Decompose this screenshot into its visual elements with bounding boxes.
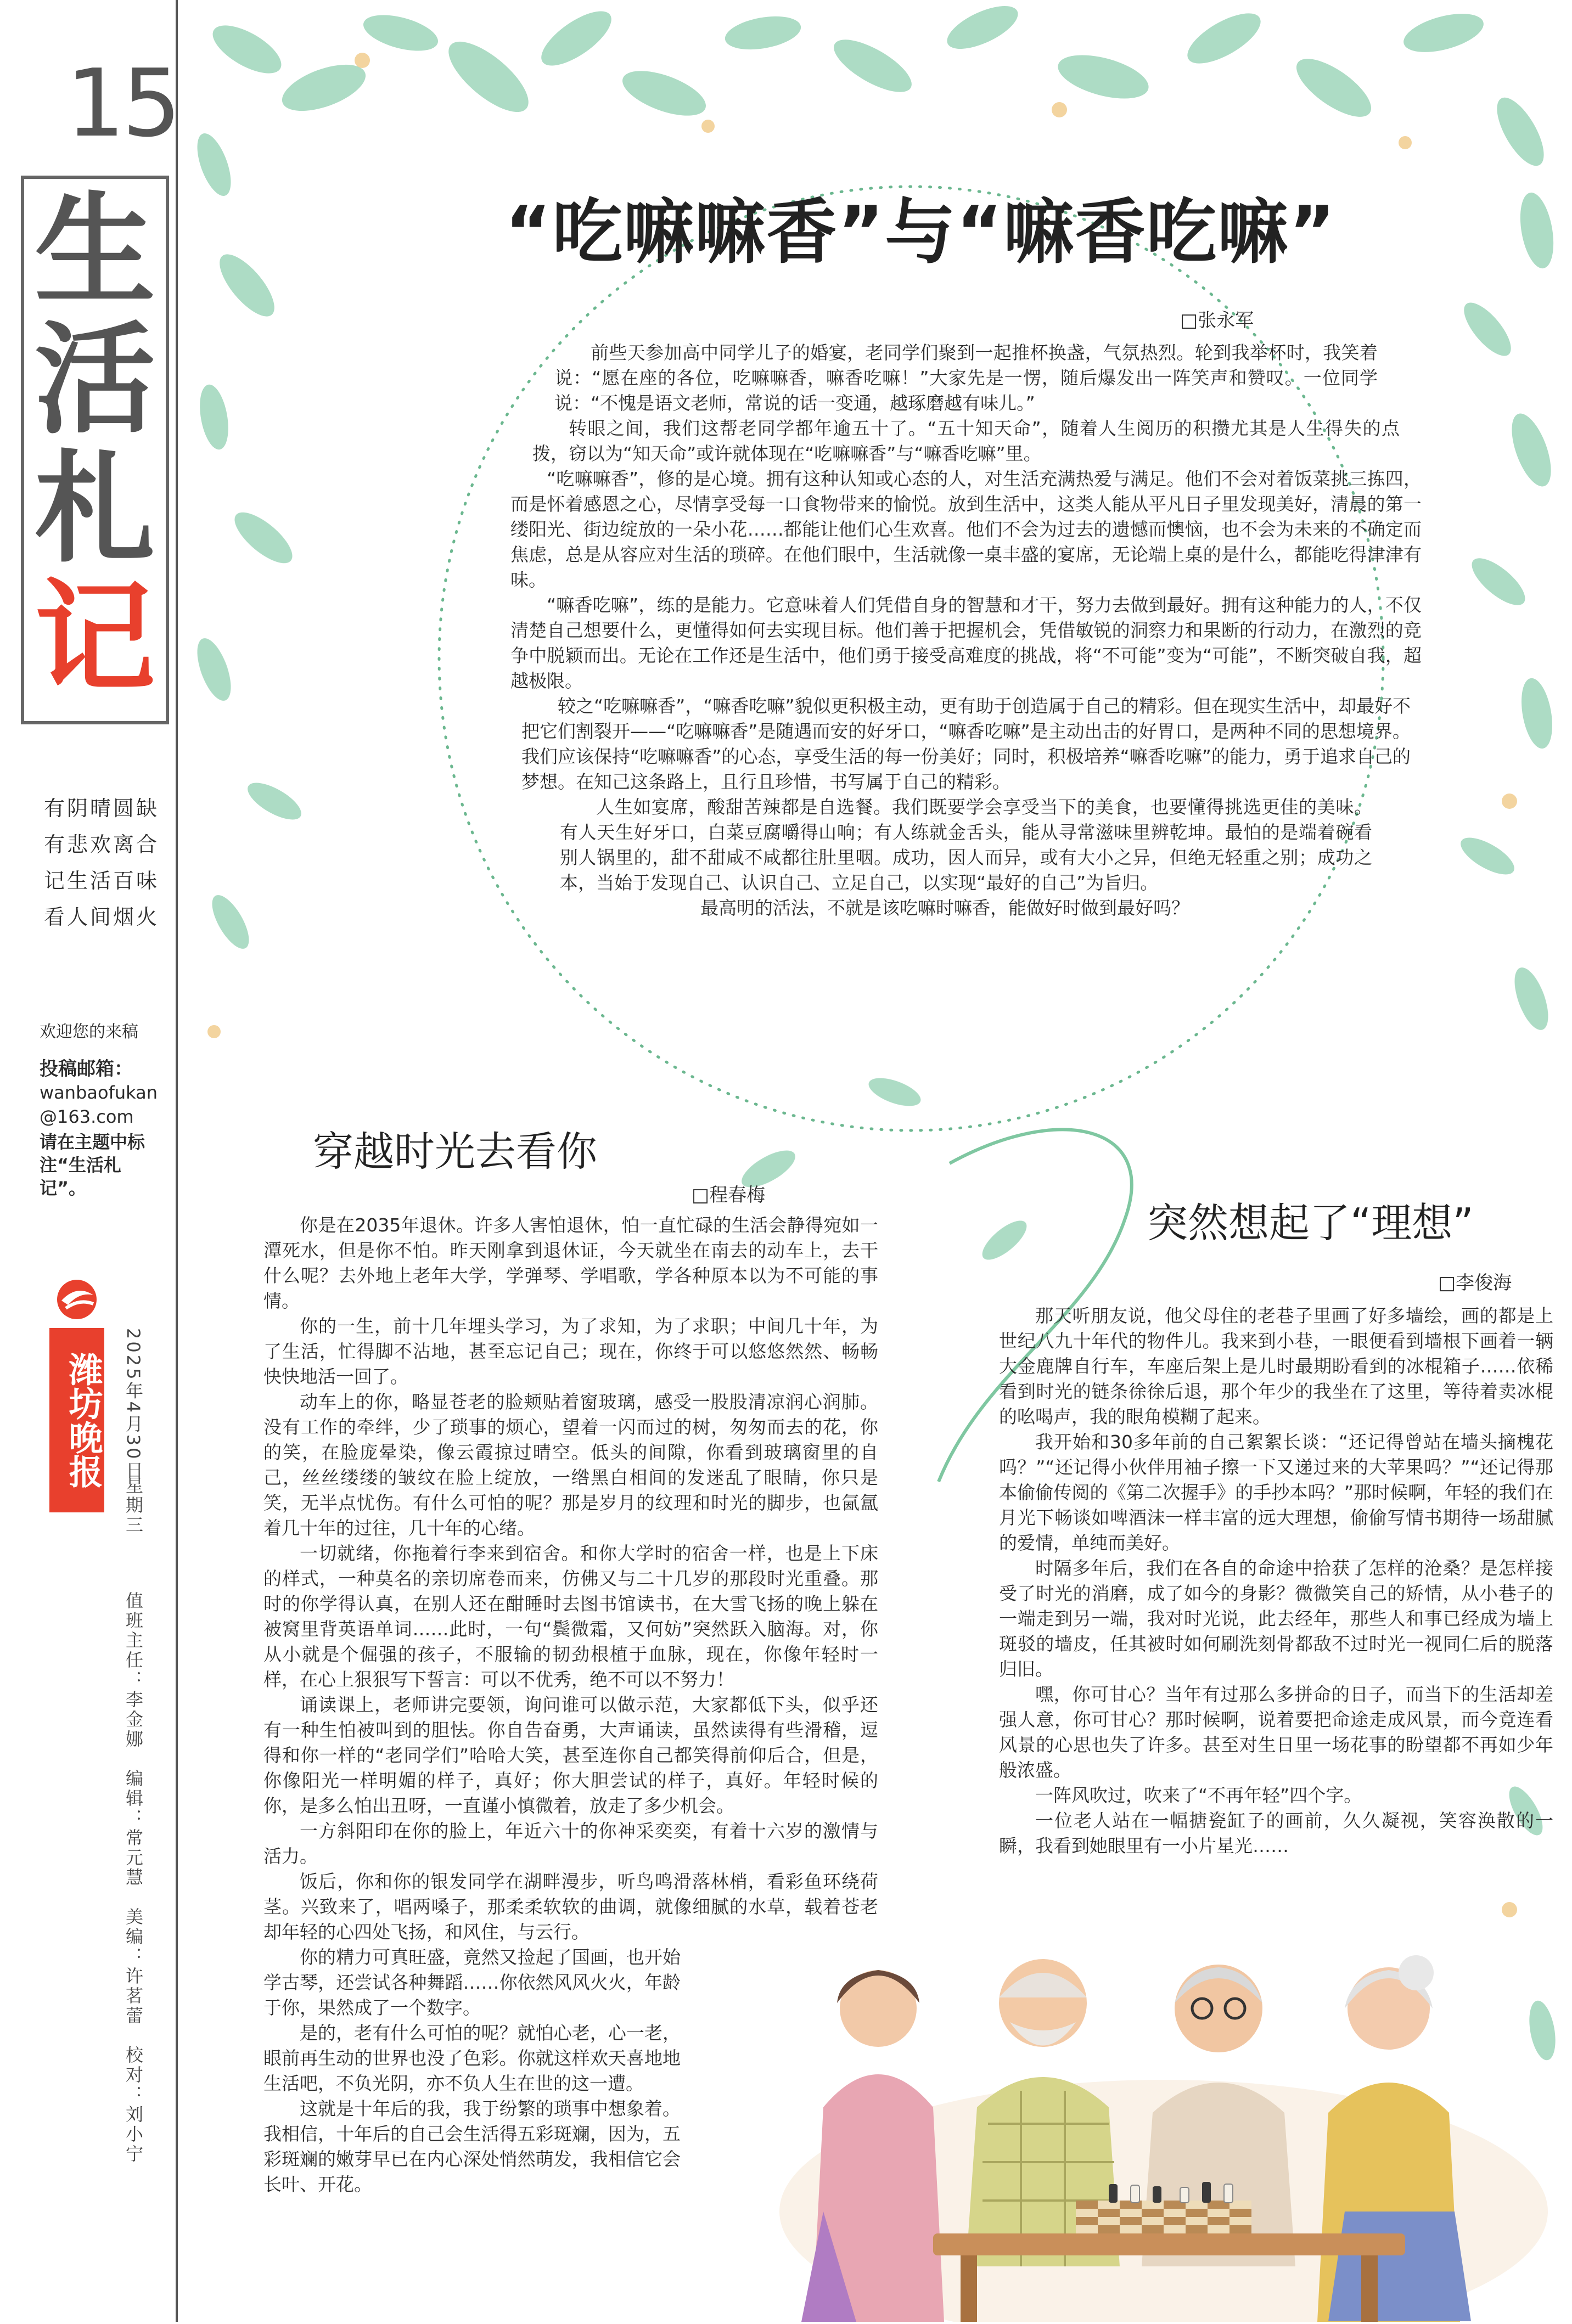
paragraph: 转眼之间，我们这帮老同学都年逾五十了。“五十知天命”，随着人生阅历的积攒尤其是人生得失的点拨，窃以为“知天命”或许就体现在“吃嘛嘛香”与“嘛香吃嘛”里。: [532, 418, 1400, 464]
article3-title: 突然想起了“理想”: [1147, 1200, 1474, 1247]
column-poem: [44, 790, 176, 935]
article1-body: [510, 340, 1422, 921]
issue-weekday: 星期三: [123, 1476, 144, 1535]
paragraph: 较之“吃嘛嘛香”，“嘛香吃嘛”貌似更积极主动，更有助于创造属于自己的精彩。但在现实生活中，却最好不把它们割裂开——“吃嘛嘛香”是随遇而安的好牙口，“嘛香吃嘛”是主动出击的好胃口，是两种不同的思想境界。我们应该保持“吃嘛嘛香”的心态，享受生活的每一份美好；同时，积极培养“嘛香吃嘛”的能力，勇于追求自己的梦想。在知己这条路上，且行且珍惜，书写属于自己的精彩。: [521, 695, 1411, 792]
paragraph: 饭后，你和你的银发同学在湖畔漫步，听鸟鸣滑落林梢，看彩鱼环绕荷茎。兴致来了，唱两嗓子，那柔柔软软的曲调，就像细腻的水草，载着苍老却年轻的心四处飞扬，和风住，与云行。: [263, 1871, 878, 1943]
article2-author: □程春梅: [692, 1184, 766, 1206]
poem-line: 有阴晴圆缺: [44, 796, 160, 820]
page-number: 15: [66, 49, 178, 158]
paragraph: 你是在2035年退休。许多人害怕退休，怕一直忙碌的生活会静得宛如一潭死水，但是你不怕。昨天刚拿到退休证，今天就坐在南去的动车上，去干什么呢？去外地上老年大学，学弹琴、学唱歌，学各种原本以为不可能的事情。: [263, 1214, 878, 1312]
article2-title: 穿越时光去看你: [313, 1128, 597, 1175]
article1-author: □张永军: [1180, 310, 1254, 331]
article3-body: [999, 1303, 1553, 1859]
paper-logo-swirl-icon: [49, 1273, 104, 1323]
paragraph: 一方斜阳印在你的脸上，年近六十的你神采奕奕，有着十六岁的激情与活力。: [263, 1820, 878, 1867]
paragraph: 动车上的你，略显苍老的脸颊贴着窗玻璃，感受一股股清凉润心润肺。没有工作的牵绊，少了琐事的烦心，望着一闪而过的树，匆匆而去的花，你的笑，在脸庞晕染，像云霞掠过晴空。低头的间隙，你看到玻璃窗里的自己，丝丝缕缕的皱纹在脸上绽放，一绺黑白相间的发迷乱了眼睛，你只是笑，无半点忧伤。有什么可怕的呢？那是岁月的纹理和时光的脚步，也氤氲着几十年的过往，几十年的心绪。: [263, 1391, 878, 1539]
paragraph: 那天听朋友说，他父母住的老巷子里画了好多墙绘，画的都是上世纪八九十年代的物件儿。我来到小巷，一眼便看到墙根下画着一辆大金鹿牌自行车，车座后架上是儿时最期盼看到的冰棍箱子……依稀看到时光的链条徐徐后退，那个年少的我坐在了这里，等待着卖冰棍的吆喝声，我的眼角模糊了起来。: [999, 1305, 1553, 1427]
paragraph: “吃嘛嘛香”，修的是心境。拥有这种认知或心态的人，对生活充满热爱与满足。他们不会对着饭菜挑三拣四，而是怀着感恩之心，尽情享受每一口食物带来的愉悦。放到生活中，这类人能从平凡日子里发现美好，清晨的第一缕阳光、街边绽放的一朵小花……都能让他们心生欢喜。他们不会为过去的遗憾而懊恼，也不会为未来的不确定而焦虑，总是从容应对生活的琐碎。在他们眼中，生活就像一桌丰盛的宴席，无论端上桌的是什么，都能吃得津津有味。: [510, 468, 1422, 590]
submission-email: @163.com: [40, 1106, 134, 1127]
welcome-text: 欢迎您的来稿: [40, 1022, 138, 1042]
paragraph: 我开始和30多年前的自己絮絮长谈：“还记得曾站在墙头摘槐花吗？”“还记得小伙伴用袖子擦一下又递过来的大苹果吗？”“还记得那本偷偷传阅的《第二次握手》的手抄本吗？”那时候啊，年轻的我们在月光下畅谈如啤酒沫一样丰富的远大理想，偷偷写情书期待一场甜腻的爱情，单纯而美好。: [999, 1431, 1553, 1554]
article3-author: □李俊海: [1438, 1272, 1512, 1294]
paragraph: 一位老人站在一幅搪瓷缸子的画前，久久凝视，笑容涣散的一瞬，我看到她眼里有一小片星光……: [999, 1810, 1553, 1856]
paragraph: 最高明的活法，不就是该吃嘛时嘛香，能做好时做到最好吗？: [700, 897, 1189, 919]
column-title-char: 记: [34, 566, 156, 708]
column-title-char: 生: [34, 179, 156, 321]
submission-note: 请在主题中标注“生活札记”。: [40, 1132, 145, 1198]
elderly-chess-illustration: [779, 1926, 1548, 2322]
paragraph: 一阵风吹过，吹来了“不再年轻”四个字。: [1035, 1785, 1362, 1806]
column-title-char: 活: [34, 308, 156, 450]
paragraph: 你的一生，前十几年埋头学习，为了求知，为了求职；中间几十年，为了生活，忙得脚不沾地，甚至忘记自己；现在，你终于可以悠悠然然、畅畅快快地活一回了。: [263, 1315, 878, 1387]
paper-name: 潍坊晚报: [49, 1328, 104, 1512]
paragraph: 时隔多年后，我们在各自的命途中拾获了怎样的沧桑？是怎样接受了时光的消磨，成了如今的身影？微微笑自己的矫情，从小巷子的一端走到另一端，我对时光说，此去经年，那些人和事已经成为墙上斑驳的墙皮，任其被时如何刷洗刻骨都敌不过时光一视同仁后的脱落归旧。: [999, 1557, 1553, 1680]
paragraph: 一切就绪，你拖着行李来到宿舍。和你大学时的宿舍一样，也是上下床的样式，一种莫名的亲切席卷而来，仿佛又与二十几岁的那段时光重叠。那时的你学得认真，在别人还在酣睡时去图书馆读书，在大雪飞扬的晚上躲在被窝里背英语单词……此时，一句“鬓微霜，又何妨”突然跃入脑海。对，你从小就是个倔强的孩子，不服输的韧劲根植于血脉，现在，你像年轻时一样，在心上狠狠写下誓言：可以不优秀，绝不可以不努力！: [263, 1543, 878, 1690]
submission-email: wanbaofukan: [40, 1082, 158, 1103]
paragraph: 前些天参加高中同学儿子的婚宴，老同学们聚到一起推杯换盏，气氛热烈。轮到我举杯时，我笑着说：“愿在座的各位，吃嘛嘛香，嘛香吃嘛！”大家先是一愣，随后爆发出一阵笑声和赞叹。一位同学说：“不愧是语文老师，常说的话一变通，越琢磨越有味儿。”: [554, 342, 1378, 414]
column-title-box: [21, 176, 169, 724]
paragraph: 这就是十年后的我，我于纷繁的琐事中想象着。我相信，十年后的自己会生活得五彩斑斓，因为，五彩斑斓的嫩芽早已在内心深处悄然萌发，我相信它会长叶、开花。: [263, 2098, 681, 2195]
paragraph: 你的精力可真旺盛，竟然又捡起了国画，也开始学古琴，还尝试各种舞蹈……你依然风风火火，年龄于你，果然成了一个数字。: [263, 1946, 681, 2018]
poem-line: 有悲欢离合: [44, 832, 160, 857]
issue-date: 2025年4月30日: [123, 1328, 144, 1481]
column-title-char: 札: [34, 437, 156, 579]
paragraph: 诵读课上，老师讲完要领，询问谁可以做示范，大家都低下头，似乎还有一种生怕被叫到的胆怯。你自告奋勇，大声诵读，虽然读得有些滑稽，逗得和你一样的“老同学们”哈哈大笑，甚至连你自己都笑得前仰后合，但是，你像阳光一样明媚的样子，真好；你大胆尝试的样子，真好。年轻时候的你，是多么怕出丑呀，一直谨小慎微着，放走了多少机会。: [263, 1694, 878, 1816]
paragraph: 嘿，你可甘心？当年有过那么多拼命的日子，而当下的生活却差强人意，你可甘心？那时候啊，说着要把命途走成风景，而今竟连看风景的心思也失了许多。甚至对生日里一场花事的盼望都不再如少年般浓盛。: [999, 1684, 1553, 1781]
submission-label: 投稿邮箱：: [40, 1058, 133, 1080]
article1-title: “吃嘛嘛香”与“嘛香吃嘛”: [505, 192, 1337, 273]
paragraph: 是的，老有什么可怕的呢？就怕心老，心一老，眼前再生动的世界也没了色彩。你就这样欢天喜地地生活吧，不负光阴，亦不负人生在世的这一遭。: [263, 2022, 681, 2094]
staff-credits: 值班主任：李金娜 编辑：常元慧 美编：许茗蕾 校对：刘小宁: [123, 1591, 144, 2164]
paragraph: 人生如宴席，酸甜苦辣都是自选餐。我们既要学会享受当下的美食，也要懂得挑选更佳的美味。有人天生好牙口，白菜豆腐嚼得山响；有人练就金舌头，能从寻常滋味里辨乾坤。最怕的是端着碗看别人锅里的，甜不甜咸不咸都往肚里咽。成功，因人而异，或有大小之异，但绝无轻重之别；成功之本，当始于发现自己、认识自己、立足自己，以实现“最好的自己”为旨归。: [560, 796, 1372, 893]
paper-logo: [49, 1273, 104, 1515]
paragraph: “嘛香吃嘛”，练的是能力。它意味着人们凭借自身的智慧和才干，努力去做到最好。拥有这种能力的人，不仅清楚自己想要什么，更懂得如何去实现目标。他们善于把握机会，凭借敏锐的洞察力和果断的行动力，在激烈的竞争中脱颖而出。无论在工作还是生活中，他们勇于接受高难度的挑战，将“不可能”变为“可能”，不断突破自我，超越极限。: [510, 594, 1422, 691]
poem-line: 看人间烟火: [44, 905, 160, 929]
poem-line: 记生活百味: [44, 869, 160, 893]
sidebar-divider: [176, 0, 178, 2322]
